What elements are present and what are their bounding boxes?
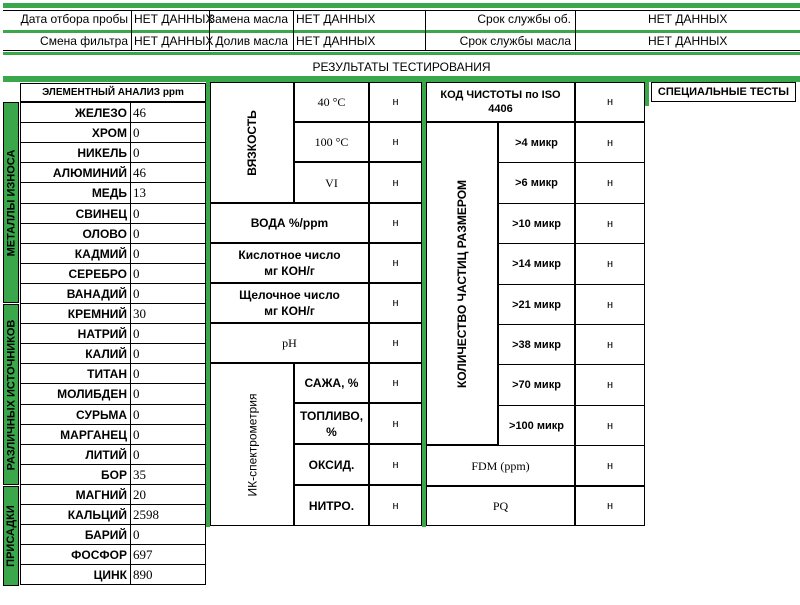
oil-life-value: НЕТ ДАННЫХ [648,34,728,48]
special-tests-label: СПЕЦИАЛЬНЫЕ ТЕСТЫ [651,82,796,102]
header-divider [293,10,294,51]
element-value: 697 [130,544,206,565]
nitro-label: НИТРО. [294,485,369,526]
element-label: КАЛЬЦИЙ [20,504,131,525]
element-value: 30 [130,303,206,324]
base-label-line2: мг КОН/г [264,304,315,318]
fuel-label-line1: ТОПЛИВО, [299,408,364,423]
element-label: ЖЕЛЕЗО [20,102,131,123]
particle-size-label: >21 микр [498,284,575,325]
oil-topup-value: НЕТ ДАННЫХ [296,34,376,48]
oil-change-value: НЕТ ДАННЫХ [296,12,376,26]
fuel-label-line2: % [326,424,337,439]
header-divider [575,10,576,51]
particles-label: КОЛИЧЕСТВО ЧАСТИЦ РАЗМЕРОМ [455,179,470,388]
element-value: 46 [130,162,206,183]
element-label: БАРИЙ [20,524,131,545]
element-value: 20 [130,484,206,505]
header-line [3,10,800,11]
element-value: 0 [130,323,206,344]
visc-100-value: н [369,122,422,162]
element-label: ТИТАН [20,363,131,384]
sample-date-value: НЕТ ДАННЫХ [134,12,214,26]
base-value: н [369,283,422,323]
element-value: 46 [130,102,206,123]
vi-label: VI [294,162,369,203]
header-top-bar [3,3,800,8]
particle-size-label: >4 микр [498,122,575,163]
particle-size-value: н [575,284,645,325]
element-value: 0 [130,363,206,384]
element-value: 0 [130,243,206,264]
oxid-value: н [369,444,422,485]
particle-size-value: н [575,324,645,365]
fdm-value: н [575,445,645,486]
element-value: 0 [130,444,206,465]
acid-label [210,243,369,283]
element-label: ФОСФОР [20,544,131,565]
element-value: 0 [130,203,206,224]
water-label: ВОДА %/ppm [210,203,369,243]
particle-size-label: >70 микр [498,364,575,406]
element-value: 0 [130,343,206,364]
acid-label-line1: Кислотное число [238,248,341,262]
pq-label: PQ [426,486,575,526]
visc-100-label: 100 °C [294,122,369,162]
oxid-label: ОКСИД. [294,444,369,485]
particle-size-label: >6 микр [498,162,575,204]
nitro-value: н [369,485,422,526]
sample-date-label: Дата отбора пробы [20,12,128,26]
special-left-bar [645,82,649,106]
fdm-label: FDM (ppm) [426,445,575,486]
element-value: 35 [130,464,206,485]
particle-size-value: н [575,364,645,406]
equipment-life-label: Срок службы об. [477,12,571,26]
soot-label: САЖА, % [294,363,369,403]
element-label: СУРЬМА [20,404,131,425]
element-value: 890 [130,564,206,585]
element-label: КАЛИЙ [20,343,131,364]
iso-label-line2: 4406 [488,103,513,115]
vi-value: н [369,162,422,203]
element-label: АЛЮМИНИЙ [20,162,131,183]
element-label: ВАНАДИЙ [20,283,131,304]
particle-size-value: н [575,122,645,163]
element-value: 0 [130,223,206,244]
header-divider [131,10,132,51]
elemental-title: ЭЛЕМЕНТНЫЙ АНАЛИЗ ppm [20,83,206,102]
element-value: 0 [130,424,206,445]
element-value: 0 [130,263,206,284]
element-label: МАРГАНЕЦ [20,424,131,445]
element-label: МЕДЬ [20,182,131,204]
group-sources-label: РАЗЛИЧНЫХ ИСТОЧНИКОВ [5,319,18,470]
element-label: ЛИТИЙ [20,444,131,465]
base-label-line1: Щелочное число [239,288,340,302]
element-label: ЦИНК [20,564,131,585]
header-line [3,50,800,51]
element-value: 13 [130,182,206,204]
ph-value: н [369,323,422,363]
element-label: МАГНИЙ [20,484,131,505]
element-label: СВИНЕЦ [20,203,131,224]
ir-label: ИК-спектрометрия [245,393,260,496]
water-value: н [369,203,422,243]
element-value: 0 [130,383,206,405]
equipment-life-value: НЕТ ДАННЫХ [648,12,728,26]
particle-size-label: >10 микр [498,203,575,244]
acid-value: н [369,243,422,283]
soot-value: н [369,363,422,403]
element-label: ХРОМ [20,122,131,143]
particle-size-label: >14 микр [498,243,575,285]
oil-life-label: Срок службы масла [459,34,571,48]
group-additives-label: ПРИСАДКИ [5,505,18,567]
pq-value: н [575,486,645,526]
element-value: 2598 [130,504,206,525]
element-label: СЕРЕБРО [20,263,131,284]
visc-40-value: н [369,82,422,122]
fuel-value: н [369,403,422,444]
iso-value: н [575,82,645,122]
element-label: НИКЕЛЬ [20,142,131,163]
element-value: 0 [130,283,206,304]
particle-size-value: н [575,243,645,285]
element-label: МОЛИБДЕН [20,383,131,405]
filter-change-value: НЕТ ДАННЫХ [134,34,214,48]
element-value: 0 [130,122,206,143]
iso-label-line1: КОД ЧИСТОТЫ по ISO [440,89,561,101]
group-wear-label: МЕТАЛЛЫ ИЗНОСА [5,149,17,256]
header-bottom-bar [3,52,800,55]
particle-size-value: н [575,405,645,446]
filter-change-label: Смена фильтра [40,34,128,48]
oil-topup-label: Долив масла [215,34,288,48]
iso-label [426,82,575,122]
element-value: 0 [130,524,206,545]
element-value: 0 [130,142,206,163]
element-label: НАТРИЙ [20,323,131,344]
particle-size-label: >100 микр [498,405,575,446]
visc-40-label: 40 °C [294,82,369,122]
oil-change-label: Замена масла [207,12,288,26]
header-divider [425,10,426,51]
acid-label-line2: мг КОН/г [264,264,315,278]
fuel-label [294,403,369,444]
particle-size-value: н [575,162,645,204]
element-value: 0 [130,404,206,425]
element-label: КРЕМНИЙ [20,303,131,324]
particle-size-label: >38 микр [498,324,575,365]
results-title: РЕЗУЛЬТАТЫ ТЕСТИРОВАНИЯ [312,59,491,74]
particle-size-value: н [575,203,645,244]
element-label: БОР [20,464,131,485]
viscosity-label: ВЯЗКОСТЬ [245,109,259,176]
base-label [210,283,369,323]
ph-label: pH [210,323,369,363]
element-label: КАДМИЙ [20,243,131,264]
header-mid-bar [3,30,800,33]
element-label: ОЛОВО [20,223,131,244]
